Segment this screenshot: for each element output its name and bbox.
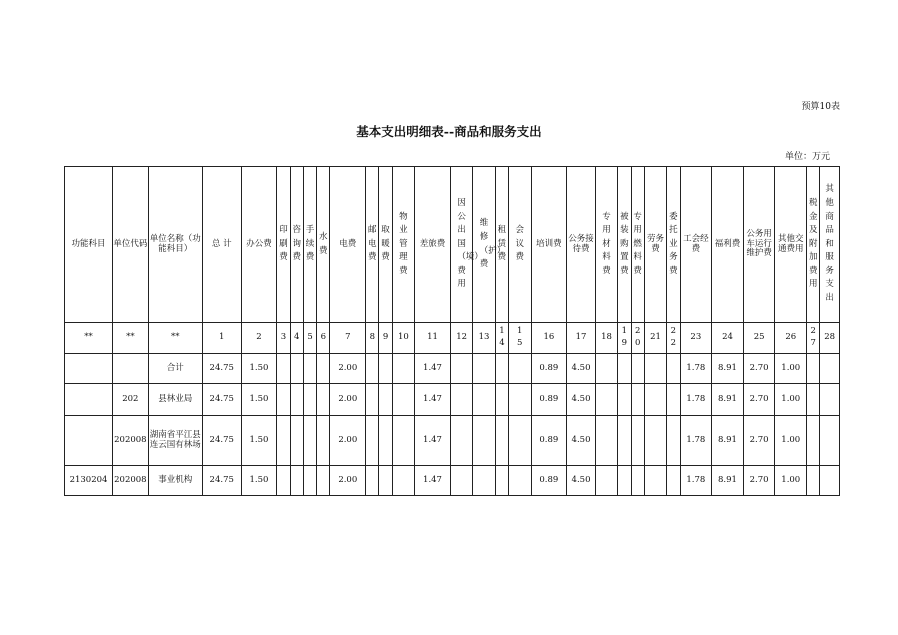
header-cell — [531, 167, 567, 323]
table-cell — [290, 354, 303, 384]
table-cell — [820, 354, 840, 384]
header-cell — [775, 167, 807, 323]
table-cell — [392, 354, 414, 384]
table-cell — [290, 384, 303, 416]
table-cell — [366, 416, 379, 466]
header-label: 会议费 — [515, 225, 525, 263]
table-cell: 8.91 — [712, 354, 744, 384]
header-label: 取暖费 — [381, 225, 390, 263]
header-cell — [450, 167, 483, 323]
column-number-cell: 26 — [775, 323, 807, 354]
table-cell — [379, 466, 392, 496]
table-cell: 202008 — [112, 416, 148, 466]
table-cell: 24.75 — [202, 354, 241, 384]
table-cell: 4.50 — [567, 466, 596, 496]
column-number-cell: 21 — [644, 323, 666, 354]
table-cell — [277, 416, 290, 466]
table-row — [65, 416, 840, 466]
table-cell: 2130204 — [65, 466, 113, 496]
table-cell: 1.47 — [415, 384, 451, 416]
table-row — [65, 384, 840, 416]
table-cell: 0.89 — [531, 384, 567, 416]
column-number-cell: 27 — [807, 323, 820, 354]
table-cell — [450, 416, 472, 466]
table-cell: 县林业局 — [148, 384, 202, 416]
header-label: 差旅费 — [419, 238, 446, 249]
table-cell: 1.47 — [415, 416, 451, 466]
column-number-cell: 12 — [450, 323, 472, 354]
header-label: 总 计 — [211, 238, 232, 249]
table-cell — [631, 416, 644, 466]
table-cell: 4.50 — [567, 384, 596, 416]
table-cell: 24.75 — [202, 466, 241, 496]
column-number-cell: 15 — [509, 323, 531, 354]
table-cell — [366, 466, 379, 496]
table-cell — [667, 384, 680, 416]
table-cell — [317, 416, 330, 466]
table-cell — [65, 354, 113, 384]
table-cell — [277, 466, 290, 496]
table-cell — [509, 466, 531, 496]
table-cell: 合计 — [148, 354, 202, 384]
table-cell — [473, 466, 495, 496]
header-label: 单位代码 — [113, 238, 148, 249]
table-cell — [392, 384, 414, 416]
header-label: 被装购置费 — [620, 211, 629, 276]
header-label: 手续费 — [305, 225, 315, 263]
column-number-cell: 9 — [379, 323, 392, 354]
table-cell — [317, 466, 330, 496]
table-cell: 1.50 — [241, 384, 277, 416]
table-cell: 1.50 — [241, 466, 277, 496]
table-cell — [379, 384, 392, 416]
header-cell — [290, 167, 303, 323]
expense-table — [64, 166, 840, 496]
column-number-cell: ** — [112, 323, 148, 354]
table-cell — [618, 466, 631, 496]
column-number-cell: 18 — [595, 323, 617, 354]
header-label: 功能科目 — [71, 238, 106, 249]
column-number-cell: 28 — [820, 323, 840, 354]
header-label: 税金及附加费用 — [808, 197, 818, 290]
table-cell: 4.50 — [567, 354, 596, 384]
table-cell — [379, 416, 392, 466]
column-number-cell: ** — [148, 323, 202, 354]
table-cell — [509, 384, 531, 416]
header-cell — [595, 167, 617, 323]
table-cell — [820, 416, 840, 466]
header-label: 咨询费 — [292, 225, 302, 263]
header-cell — [277, 167, 290, 323]
table-cell — [473, 416, 495, 466]
table-cell — [277, 354, 290, 384]
column-number-cell: 17 — [567, 323, 596, 354]
table-cell — [317, 354, 330, 384]
table-cell — [644, 466, 666, 496]
table-cell — [495, 416, 508, 466]
table-cell — [303, 416, 316, 466]
header-cell — [743, 167, 775, 323]
header-cell — [667, 167, 680, 323]
table-cell — [303, 354, 316, 384]
table-cell — [112, 354, 148, 384]
table-cell: 8.91 — [712, 416, 744, 466]
column-number-cell: 16 — [531, 323, 567, 354]
table-cell — [290, 416, 303, 466]
table-cell: 1.00 — [775, 354, 807, 384]
header-cell — [509, 167, 531, 323]
table-cell — [631, 354, 644, 384]
table-cell: 1.50 — [241, 354, 277, 384]
header-cell — [317, 167, 330, 323]
table-cell — [618, 416, 631, 466]
table-cell — [473, 384, 495, 416]
header-label: 培训费 — [536, 238, 562, 249]
table-cell — [65, 416, 113, 466]
table-cell: 2.70 — [743, 354, 775, 384]
header-cell — [631, 167, 644, 323]
table-cell — [644, 384, 666, 416]
unit-label: 单位：万元 — [784, 152, 830, 162]
header-cell — [303, 167, 316, 323]
header-cell — [644, 167, 666, 323]
table-cell: 湖南省平江县连云国有林场 — [148, 416, 202, 466]
header-cell — [392, 167, 414, 323]
header-cell — [712, 167, 744, 323]
table-cell: 2.00 — [330, 466, 366, 496]
column-number-cell: 2 — [241, 323, 277, 354]
header-label: 其他交通费用 — [778, 233, 804, 254]
column-number-cell: 14 — [495, 323, 508, 354]
table-cell: 2.70 — [743, 416, 775, 466]
table-cell: 8.91 — [712, 384, 744, 416]
table-cell — [618, 384, 631, 416]
table-cell — [473, 354, 495, 384]
table-cell: 2.00 — [330, 384, 366, 416]
table-cell: 1.00 — [775, 466, 807, 496]
table-cell — [392, 416, 414, 466]
table-cell: 1.47 — [415, 354, 451, 384]
column-number-cell: 24 — [712, 323, 744, 354]
table-cell — [379, 354, 392, 384]
table-cell — [366, 354, 379, 384]
table-cell — [807, 384, 820, 416]
table-row — [65, 466, 840, 496]
column-number-cell: 10 — [392, 323, 414, 354]
header-cell — [680, 167, 712, 323]
table-cell — [807, 466, 820, 496]
table-cell — [667, 466, 680, 496]
header-cell — [112, 167, 148, 323]
header-cell — [330, 167, 366, 323]
column-number-cell: 13 — [473, 323, 495, 354]
table-cell: 1.78 — [680, 416, 712, 466]
table-cell — [495, 384, 508, 416]
header-label: 公务接待费 — [568, 233, 594, 254]
table-cell: 1.78 — [680, 354, 712, 384]
header-label: 其他商品和服务支出 — [825, 184, 834, 304]
table-cell: 2.70 — [743, 466, 775, 496]
header-cell — [241, 167, 277, 323]
column-number-cell: 8 — [366, 323, 379, 354]
column-number-cell: 20 — [631, 323, 644, 354]
table-cell: 事业机构 — [148, 466, 202, 496]
header-label: 租赁费 — [497, 225, 507, 263]
table-cell: 1.78 — [680, 466, 712, 496]
header-cell — [65, 167, 113, 323]
header-label: 邮电费 — [368, 225, 377, 263]
column-number-cell: 6 — [317, 323, 330, 354]
table-cell — [277, 384, 290, 416]
table-cell — [595, 354, 617, 384]
table-cell — [595, 384, 617, 416]
column-number-cell: 22 — [667, 323, 680, 354]
column-number-cell: 5 — [303, 323, 316, 354]
table-cell: 0.89 — [531, 466, 567, 496]
column-number-cell: 11 — [415, 323, 451, 354]
table-cell — [65, 384, 113, 416]
column-number-row — [65, 323, 840, 354]
column-number-cell: 7 — [330, 323, 366, 354]
header-cell — [618, 167, 631, 323]
header-label: 印刷费 — [279, 225, 288, 263]
column-number-cell: 3 — [277, 323, 290, 354]
table-cell: 24.75 — [202, 416, 241, 466]
table-cell — [366, 384, 379, 416]
header-cell — [567, 167, 596, 323]
table-cell: 2.00 — [330, 416, 366, 466]
table-cell — [595, 416, 617, 466]
header-label: 电费 — [339, 238, 357, 249]
header-cell — [379, 167, 392, 323]
header-label: 专用燃料费 — [633, 211, 642, 276]
table-cell — [807, 354, 820, 384]
header-label: 水费 — [319, 231, 328, 256]
header-label: 委托业务费 — [669, 211, 678, 276]
header-cell — [202, 167, 241, 323]
table-cell — [644, 416, 666, 466]
column-number-cell: 4 — [290, 323, 303, 354]
header-label: 福利费 — [714, 238, 741, 249]
table-cell: 0.89 — [531, 354, 567, 384]
table-cell — [509, 354, 531, 384]
column-number-cell: 25 — [743, 323, 775, 354]
table-cell — [450, 384, 472, 416]
table-cell: 1.50 — [241, 416, 277, 466]
table-cell — [450, 466, 472, 496]
table-cell — [392, 466, 414, 496]
header-cell — [148, 167, 202, 323]
header-label: 物业管理费 — [399, 211, 408, 276]
header-cell — [415, 167, 451, 323]
table-cell — [303, 466, 316, 496]
table-cell: 1.00 — [775, 416, 807, 466]
form-number: 预算10表 — [801, 102, 840, 112]
table-cell — [644, 354, 666, 384]
header-cell — [366, 167, 379, 323]
header-label: 工会经费 — [683, 233, 709, 254]
table-cell — [290, 466, 303, 496]
table-cell — [509, 416, 531, 466]
table-cell — [495, 466, 508, 496]
table-cell — [820, 384, 840, 416]
table-cell — [667, 416, 680, 466]
header-label: 单位名称（功能科目） — [149, 233, 201, 254]
table-cell: 1.00 — [775, 384, 807, 416]
header-label: 维修（护）费 — [479, 218, 506, 270]
table-cell — [450, 354, 472, 384]
table-cell: 2.00 — [330, 354, 366, 384]
header-label: 因公出国（境）费用 — [457, 197, 483, 290]
table-cell — [631, 466, 644, 496]
table-cell — [820, 466, 840, 496]
table-cell: 202 — [112, 384, 148, 416]
table-cell — [667, 354, 680, 384]
column-number-cell: 1 — [202, 323, 241, 354]
header-label: 公务用车运行维护费 — [746, 228, 772, 259]
table-cell — [495, 354, 508, 384]
table-cell — [317, 384, 330, 416]
table-cell: 202008 — [112, 466, 148, 496]
table-cell — [595, 466, 617, 496]
table-body — [65, 167, 840, 496]
column-number-cell: 23 — [680, 323, 712, 354]
table-cell: 1.78 — [680, 384, 712, 416]
table-cell: 4.50 — [567, 416, 596, 466]
header-label: 专用材料费 — [602, 211, 611, 276]
header-label: 办公费 — [246, 238, 272, 249]
table-cell — [618, 354, 631, 384]
table-cell — [303, 384, 316, 416]
header-label: 劳务费 — [647, 233, 665, 254]
table-cell: 24.75 — [202, 384, 241, 416]
table-cell: 1.47 — [415, 466, 451, 496]
column-number-cell: 19 — [618, 323, 631, 354]
table-cell: 8.91 — [712, 466, 744, 496]
table-cell — [807, 416, 820, 466]
header-cell — [495, 167, 508, 323]
page-title: 基本支出明细表--商品和服务支出 — [356, 124, 542, 139]
header-row — [65, 167, 840, 323]
table-row — [65, 354, 840, 384]
table-cell: 0.89 — [531, 416, 567, 466]
column-number-cell: ** — [65, 323, 113, 354]
header-cell — [807, 167, 820, 323]
table-cell — [631, 384, 644, 416]
header-cell — [820, 167, 840, 323]
table-cell: 2.70 — [743, 384, 775, 416]
